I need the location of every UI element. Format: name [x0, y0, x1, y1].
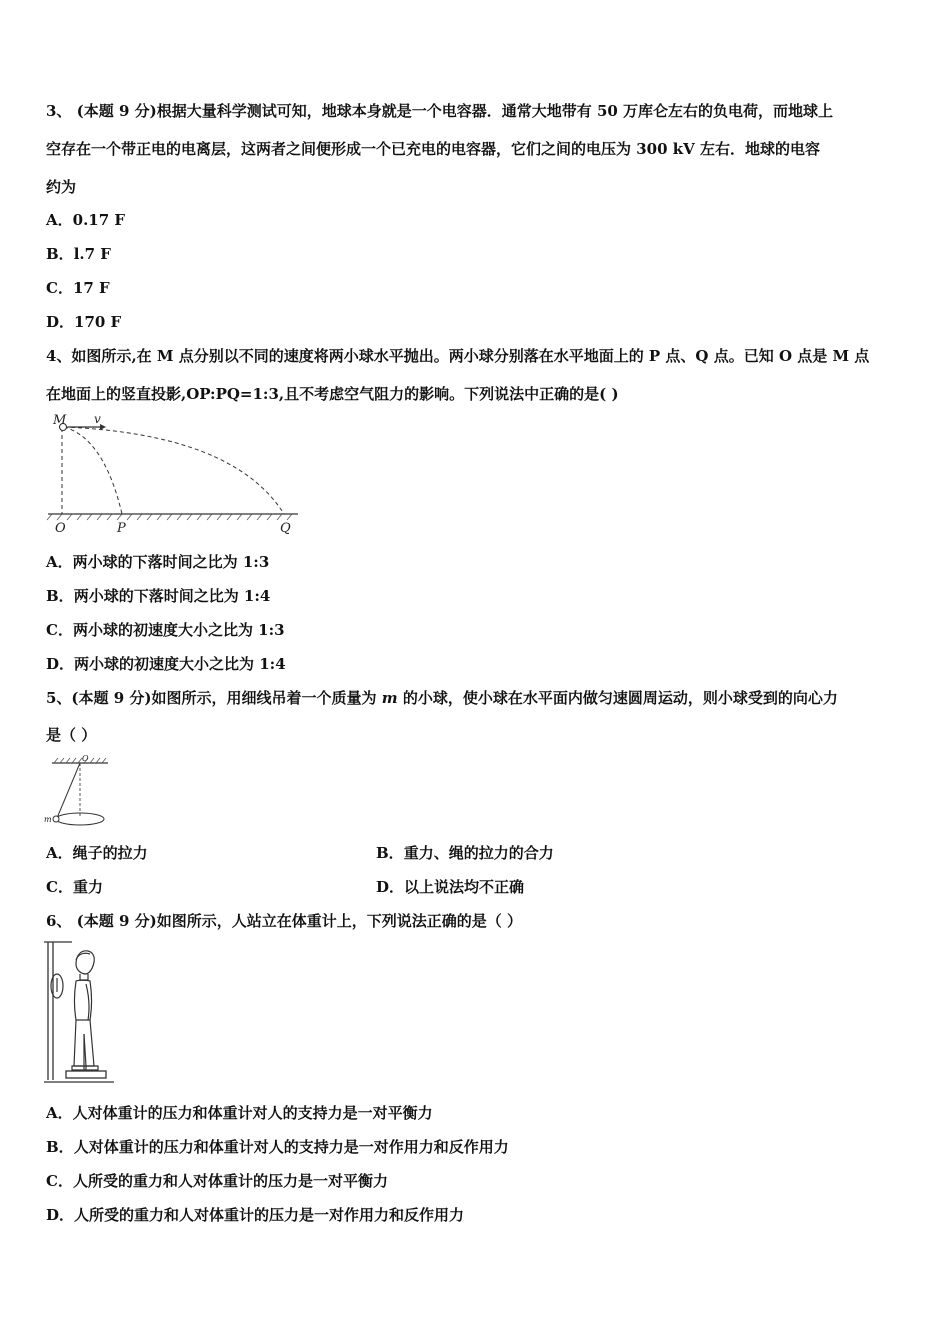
label-q: Q [280, 521, 291, 536]
option-label: D． [46, 655, 75, 673]
label-o: O [55, 521, 66, 536]
q3-option-b[interactable] [46, 244, 111, 264]
option-label: A． [46, 553, 73, 571]
label-p: P [117, 521, 126, 536]
option-label: B． [46, 587, 74, 605]
option-label: D． [46, 313, 75, 331]
q5-option-d[interactable] [376, 877, 524, 897]
measuring-post [44, 942, 72, 1080]
q4-option-a[interactable] [46, 552, 269, 572]
label-m: m [44, 815, 52, 824]
option-text: 重力 [72, 878, 103, 896]
option-text: 人所受的重力和人对体重计的压力是一对平衡力 [72, 1172, 388, 1190]
q5-option-a[interactable] [46, 843, 148, 863]
q4-stem-line-2: 在地面上的竖直投影,OP:PQ=1:3,且不考虑空气阻力的影响。下列说法中正确的是( ) [46, 385, 619, 403]
q4-option-c[interactable] [46, 620, 285, 640]
q5-option-c[interactable] [46, 877, 103, 897]
option-label: B． [46, 1138, 74, 1156]
option-text: 17 F [72, 279, 110, 297]
scale-platform [44, 1071, 114, 1082]
q6-option-b[interactable] [46, 1137, 509, 1157]
q4-option-b[interactable] [46, 586, 270, 606]
option-label: B． [46, 245, 74, 263]
option-text: 两小球的下落时间之比为 1:4 [73, 587, 271, 605]
q5-mass-symbol: m [381, 689, 398, 707]
option-text: l.7 F [73, 245, 111, 263]
option-label: C． [46, 1172, 73, 1190]
option-label: C． [46, 621, 73, 639]
option-text: 两小球的初速度大小之比为 1:4 [74, 655, 286, 673]
q5-stem-line-2: 是（ ） [46, 726, 97, 744]
person-figure [72, 951, 98, 1070]
q3-stem-line-2: 空存在一个带正电的电离层，这两者之间便形成一个已充电的电容器，它们之间的电压为 300 kV 左右．地球的电容 [46, 140, 821, 158]
q4-projectile-figure [44, 414, 306, 536]
q5-conical-pendulum-figure [42, 752, 114, 832]
q3-stem-line-1: 3、 (本题 9 分)根据大量科学测试可知，地球本身就是一个电容器．通常大地带有 50 万库仑左右的负电荷，而地球上 [46, 102, 834, 120]
label-m: M [53, 414, 67, 428]
q5-stem-part-a: 5、(本题 9 分)如图所示，用细线吊着一个质量为 [46, 689, 382, 707]
q3-stem-line-3: 约为 [46, 178, 77, 196]
trajectory-to-q [64, 427, 284, 514]
q3-option-d[interactable] [46, 312, 121, 332]
q6-option-a[interactable] [46, 1103, 433, 1123]
option-label: A． [46, 1104, 73, 1122]
option-text: 绳子的拉力 [72, 844, 148, 862]
string-line [57, 763, 80, 818]
q6-person-on-scale-figure [42, 938, 118, 1088]
option-label: A． [46, 211, 73, 229]
q6-stem-line-1: 6、 (本题 9 分)如图所示，人站立在体重计上，下列说法正确的是（ ） [46, 912, 522, 930]
ball [53, 816, 59, 822]
option-text: 人所受的重力和人对体重计的压力是一对作用力和反作用力 [74, 1206, 465, 1224]
option-text: 170 F [74, 313, 122, 331]
ceiling [52, 758, 108, 763]
q6-option-d[interactable] [46, 1205, 464, 1225]
option-label: B． [376, 844, 404, 862]
q6-option-c[interactable] [46, 1171, 388, 1191]
option-text: 人对体重计的压力和体重计对人的支持力是一对作用力和反作用力 [73, 1138, 509, 1156]
q5-option-b[interactable] [376, 843, 554, 863]
q3-option-c[interactable] [46, 278, 110, 298]
q5-stem-line-1 [46, 688, 838, 708]
option-label: D． [376, 878, 405, 896]
option-text: 以上说法均不正确 [404, 878, 525, 896]
option-label: A． [46, 844, 73, 862]
option-label: C． [46, 279, 73, 297]
q4-stem-line-1: 4、如图所示,在 M 点分别以不同的速度将两小球水平抛出。两小球分别落在水平地面上的 P 点、Q 点。已知 O 点是 M 点 [46, 347, 870, 365]
option-text: 重力、绳的拉力的合力 [403, 844, 554, 862]
label-v: v [94, 414, 101, 426]
option-text: 两小球的初速度大小之比为 1:3 [72, 621, 285, 639]
option-text: 人对体重计的压力和体重计对人的支持力是一对平衡力 [72, 1104, 433, 1122]
q3-option-a[interactable] [46, 210, 125, 230]
q4-option-d[interactable] [46, 654, 286, 674]
trajectory-to-p [64, 427, 122, 514]
q5-stem-part-b: 的小球，使小球在水平面内做匀速圆周运动，则小球受到的向心力 [397, 689, 838, 707]
option-text: 0.17 F [72, 211, 126, 229]
label-o: O [82, 754, 89, 763]
option-label: C． [46, 878, 73, 896]
option-text: 两小球的下落时间之比为 1:3 [72, 553, 270, 571]
ground-line [47, 514, 298, 520]
option-label: D． [46, 1206, 75, 1224]
